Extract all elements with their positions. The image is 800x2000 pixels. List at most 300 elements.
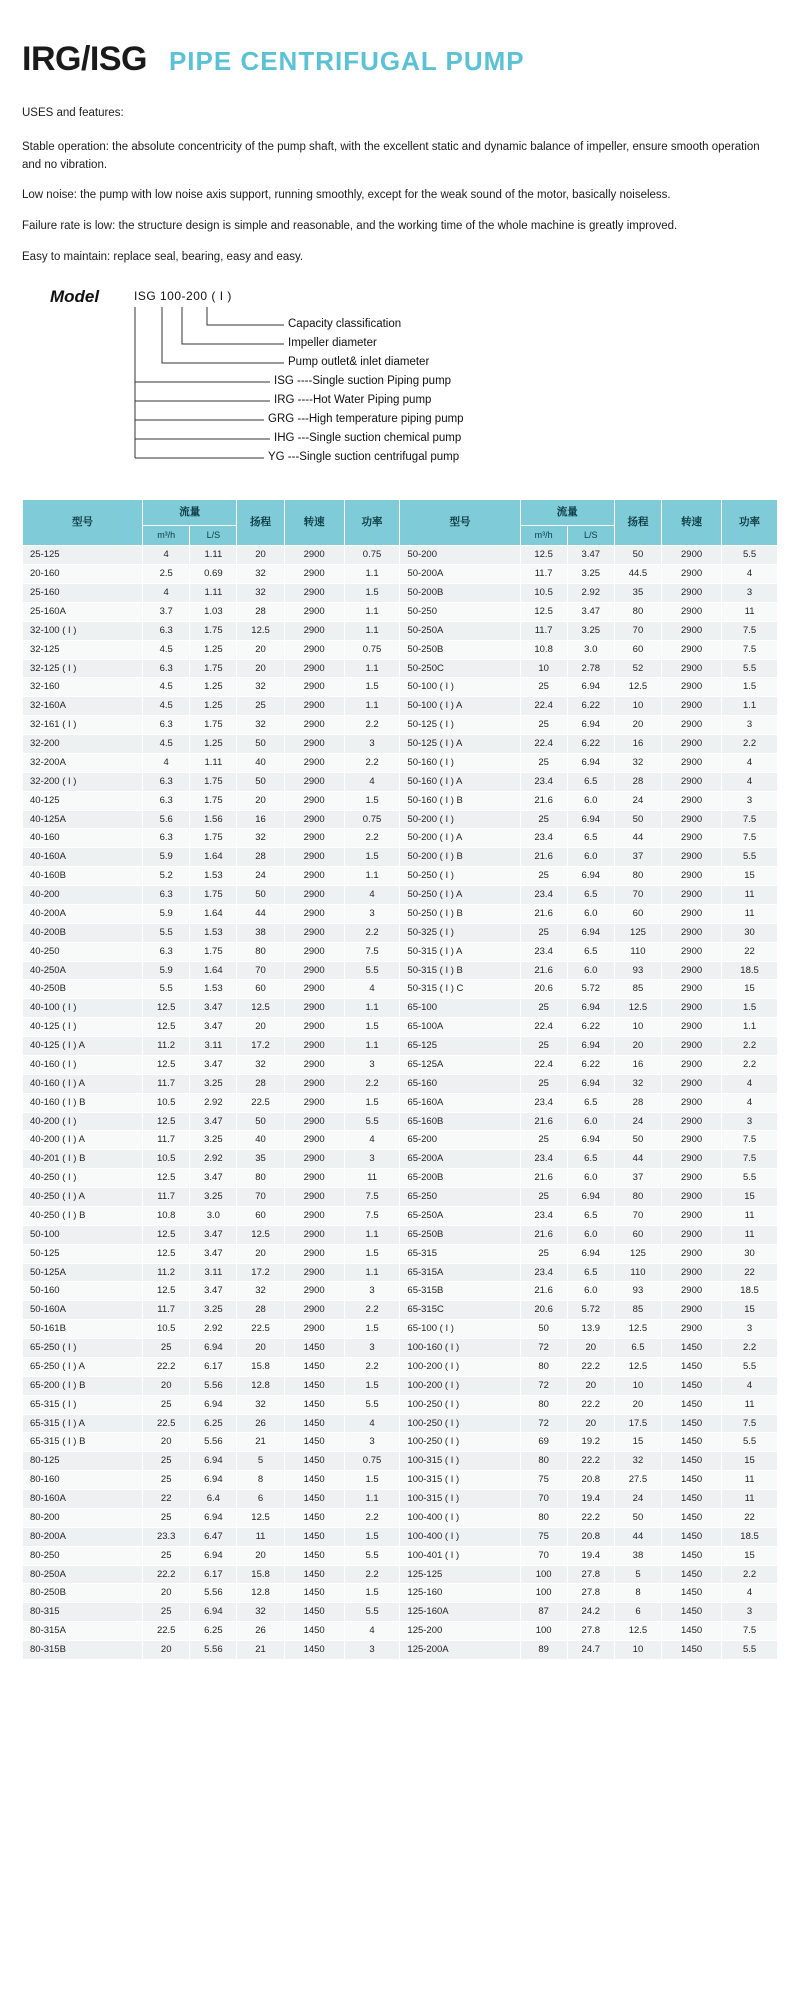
cell-value: 12.5 [143, 1169, 190, 1188]
table-row [23, 810, 778, 829]
cell-model: 65-315 ( I ) [23, 1395, 143, 1414]
cell-value: 11 [722, 904, 778, 923]
cell-value: 1.5 [344, 1376, 400, 1395]
cell-value: 2900 [662, 584, 722, 603]
cell-value: 7.5 [722, 810, 778, 829]
cell-value: 6.3 [143, 942, 190, 961]
cell-value: 1.1 [344, 1037, 400, 1056]
th-flow-right: 流量 [520, 499, 614, 525]
cell-value: 28 [614, 772, 661, 791]
cell-value: 16 [614, 1055, 661, 1074]
cell-value: 22 [143, 1490, 190, 1509]
cell-value: 2900 [284, 810, 344, 829]
cell-model: 32-200 ( I ) [23, 772, 143, 791]
cell-value: 20 [237, 546, 284, 565]
cell-value: 7.5 [722, 1150, 778, 1169]
cell-value: 12.5 [614, 1622, 661, 1641]
cell-model: 125-200A [400, 1641, 520, 1660]
cell-value: 6.0 [567, 1282, 614, 1301]
cell-model: 40-125 [23, 791, 143, 810]
cell-model: 50-100 ( I ) [400, 678, 520, 697]
cell-value: 2900 [662, 829, 722, 848]
th-speed-left: 转速 [284, 499, 344, 545]
cell-value: 6.0 [567, 1169, 614, 1188]
model-diagram [22, 285, 778, 485]
cell-value: 4.5 [143, 678, 190, 697]
cell-value: 80 [614, 1188, 661, 1207]
cell-value: 1450 [662, 1376, 722, 1395]
cell-value: 2900 [662, 1112, 722, 1131]
cell-value: 13.9 [567, 1320, 614, 1339]
cell-value: 11.7 [143, 1301, 190, 1320]
table-row [23, 1603, 778, 1622]
cell-value: 6.5 [567, 772, 614, 791]
cell-value: 5.5 [722, 1641, 778, 1660]
cell-value: 12.5 [143, 1244, 190, 1263]
cell-value: 1.53 [190, 867, 237, 886]
table-row [23, 1565, 778, 1584]
cell-value: 1450 [662, 1471, 722, 1490]
cell-value: 3.47 [190, 1112, 237, 1131]
table-row [23, 1339, 778, 1358]
cell-value: 4 [722, 1376, 778, 1395]
cell-value: 80 [520, 1508, 567, 1527]
cell-value: 10.5 [143, 1150, 190, 1169]
cell-model: 65-200A [400, 1150, 520, 1169]
table-row [23, 1037, 778, 1056]
cell-value: 10.5 [143, 1320, 190, 1339]
cell-value: 15 [722, 1188, 778, 1207]
cell-value: 2900 [662, 697, 722, 716]
cell-value: 6.94 [190, 1546, 237, 1565]
cell-value: 6.0 [567, 1225, 614, 1244]
cell-value: 3.25 [567, 565, 614, 584]
cell-value: 3.47 [190, 1244, 237, 1263]
cell-value: 3.47 [567, 546, 614, 565]
cell-value: 32 [614, 1452, 661, 1471]
cell-value: 2900 [284, 678, 344, 697]
cell-model: 32-200A [23, 753, 143, 772]
cell-value: 1450 [284, 1433, 344, 1452]
cell-value: 3 [344, 1433, 400, 1452]
cell-value: 2900 [284, 942, 344, 961]
cell-value: 6.5 [567, 829, 614, 848]
cell-model: 100-400 ( I ) [400, 1508, 520, 1527]
cell-model: 40-200A [23, 904, 143, 923]
cell-model: 65-315 ( I ) B [23, 1433, 143, 1452]
cell-value: 7.5 [722, 1131, 778, 1150]
cell-value: 18.5 [722, 1527, 778, 1546]
cell-value: 2900 [662, 621, 722, 640]
cell-value: 4 [344, 1622, 400, 1641]
cell-model: 40-200B [23, 923, 143, 942]
cell-model: 50-100 ( I ) A [400, 697, 520, 716]
th-unit-m3h-right: m³/h [520, 526, 567, 546]
cell-value: 25 [520, 1131, 567, 1150]
cell-value: 5 [237, 1452, 284, 1471]
cell-value: 21.6 [520, 1225, 567, 1244]
cell-value: 6.4 [190, 1490, 237, 1509]
cell-value: 37 [614, 1169, 661, 1188]
cell-value: 8 [237, 1471, 284, 1490]
page-title [22, 40, 778, 79]
table-row [23, 1433, 778, 1452]
cell-model: 50-315 ( I ) C [400, 980, 520, 999]
cell-value: 5.5 [344, 1395, 400, 1414]
cell-value: 22.2 [567, 1508, 614, 1527]
cell-model: 100-250 ( I ) [400, 1433, 520, 1452]
cell-value: 11 [344, 1169, 400, 1188]
cell-value: 10 [614, 1018, 661, 1037]
cell-value: 5.5 [344, 1603, 400, 1622]
cell-value: 21.6 [520, 791, 567, 810]
cell-value: 15 [722, 1301, 778, 1320]
cell-value: 3.47 [567, 602, 614, 621]
cell-value: 2.92 [190, 1150, 237, 1169]
cell-value: 24 [614, 1112, 661, 1131]
cell-value: 2900 [662, 1301, 722, 1320]
cell-value: 1450 [662, 1357, 722, 1376]
cell-value: 6.94 [567, 1244, 614, 1263]
cell-value: 11 [722, 1225, 778, 1244]
cell-value: 1450 [662, 1414, 722, 1433]
cell-value: 2.2 [344, 829, 400, 848]
cell-value: 5.5 [344, 961, 400, 980]
cell-model: 65-250 [400, 1188, 520, 1207]
table-row [23, 1395, 778, 1414]
cell-value: 6.3 [143, 829, 190, 848]
cell-value: 50 [237, 735, 284, 754]
cell-value: 6 [614, 1603, 661, 1622]
cell-value: 6.3 [143, 772, 190, 791]
cell-value: 12.5 [237, 1508, 284, 1527]
cell-value: 35 [237, 1150, 284, 1169]
cell-value: 20.6 [520, 1301, 567, 1320]
cell-value: 25 [520, 753, 567, 772]
cell-value: 32 [237, 1055, 284, 1074]
cell-value: 2.2 [722, 735, 778, 754]
cell-value: 16 [237, 810, 284, 829]
cell-value: 1450 [284, 1471, 344, 1490]
cell-value: 44 [614, 1150, 661, 1169]
table-header [23, 499, 778, 545]
cell-model: 32-161 ( I ) [23, 716, 143, 735]
legend-impeller-diameter: Impeller diameter [288, 336, 377, 349]
cell-value: 32 [237, 1603, 284, 1622]
table-row [23, 886, 778, 905]
cell-value: 15 [722, 867, 778, 886]
cell-value: 12.5 [143, 999, 190, 1018]
specification-table [22, 499, 778, 1660]
cell-value: 11.7 [520, 621, 567, 640]
cell-model: 50-315 ( I ) A [400, 942, 520, 961]
cell-value: 20.6 [520, 980, 567, 999]
cell-value: 1.5 [344, 678, 400, 697]
cell-value: 2900 [662, 716, 722, 735]
th-model-right: 型号 [400, 499, 520, 545]
cell-value: 18.5 [722, 1282, 778, 1301]
table-row [23, 867, 778, 886]
cell-value: 12.8 [237, 1376, 284, 1395]
cell-value: 27.8 [567, 1565, 614, 1584]
cell-value: 3.47 [190, 1282, 237, 1301]
cell-value: 17.5 [614, 1414, 661, 1433]
cell-value: 2.2 [344, 923, 400, 942]
cell-value: 20 [567, 1414, 614, 1433]
cell-value: 1450 [284, 1490, 344, 1509]
cell-value: 1.11 [190, 753, 237, 772]
cell-value: 1.75 [190, 716, 237, 735]
cell-value: 22.5 [237, 1093, 284, 1112]
cell-value: 7.5 [344, 942, 400, 961]
cell-value: 20 [143, 1584, 190, 1603]
cell-value: 2900 [284, 791, 344, 810]
cell-value: 2900 [284, 1225, 344, 1244]
cell-value: 5.5 [722, 546, 778, 565]
cell-value: 3 [344, 904, 400, 923]
cell-model: 40-250B [23, 980, 143, 999]
table-body [23, 546, 778, 1660]
cell-value: 6.94 [190, 1395, 237, 1414]
cell-value: 3.25 [190, 1188, 237, 1207]
cell-value: 2900 [662, 1037, 722, 1056]
table-row [23, 1584, 778, 1603]
cell-value: 100 [520, 1584, 567, 1603]
cell-value: 1.1 [344, 1225, 400, 1244]
table-row [23, 791, 778, 810]
cell-value: 20.8 [567, 1471, 614, 1490]
cell-value: 25 [520, 1244, 567, 1263]
table-row [23, 848, 778, 867]
cell-value: 28 [237, 848, 284, 867]
table-row [23, 1188, 778, 1207]
cell-value: 50 [237, 886, 284, 905]
cell-value: 5.5 [722, 1433, 778, 1452]
cell-value: 32 [237, 716, 284, 735]
cell-value: 8 [614, 1584, 661, 1603]
cell-value: 2900 [284, 697, 344, 716]
cell-value: 5.2 [143, 867, 190, 886]
cell-value: 2.2 [722, 1055, 778, 1074]
cell-value: 1.64 [190, 848, 237, 867]
cell-value: 2900 [662, 659, 722, 678]
cell-model: 80-250B [23, 1584, 143, 1603]
cell-value: 15 [722, 980, 778, 999]
cell-value: 24 [614, 1490, 661, 1509]
table-row [23, 1320, 778, 1339]
cell-value: 1450 [284, 1622, 344, 1641]
cell-model: 40-125 ( I ) A [23, 1037, 143, 1056]
cell-value: 75 [520, 1527, 567, 1546]
cell-value: 3 [344, 1641, 400, 1660]
cell-value: 4 [722, 1584, 778, 1603]
cell-model: 65-160A [400, 1093, 520, 1112]
cell-value: 20 [614, 1037, 661, 1056]
cell-value: 7.5 [344, 1206, 400, 1225]
table-row [23, 1527, 778, 1546]
cell-value: 0.75 [344, 810, 400, 829]
th-speed-right: 转速 [662, 499, 722, 545]
cell-value: 1.1 [344, 867, 400, 886]
cell-value: 2900 [284, 961, 344, 980]
cell-value: 2900 [662, 942, 722, 961]
cell-model: 40-125 ( I ) [23, 1018, 143, 1037]
table-row [23, 1471, 778, 1490]
cell-value: 15 [614, 1433, 661, 1452]
cell-value: 6.3 [143, 621, 190, 640]
cell-value: 10.8 [143, 1206, 190, 1225]
cell-value: 2900 [662, 1320, 722, 1339]
cell-model: 50-250C [400, 659, 520, 678]
cell-model: 65-315C [400, 1301, 520, 1320]
cell-value: 3 [722, 716, 778, 735]
cell-value: 60 [237, 980, 284, 999]
cell-value: 2900 [662, 1244, 722, 1263]
cell-value: 2900 [662, 772, 722, 791]
cell-value: 1450 [284, 1603, 344, 1622]
cell-value: 2900 [284, 546, 344, 565]
th-model-left: 型号 [23, 499, 143, 545]
cell-value: 11 [237, 1527, 284, 1546]
cell-model: 50-160 [23, 1282, 143, 1301]
cell-value: 10 [520, 659, 567, 678]
cell-value: 3 [722, 1112, 778, 1131]
cell-value: 80 [614, 602, 661, 621]
cell-value: 1450 [662, 1452, 722, 1471]
th-flow-left: 流量 [143, 499, 237, 525]
table-row [23, 942, 778, 961]
cell-value: 6.3 [143, 716, 190, 735]
cell-value: 6.17 [190, 1565, 237, 1584]
cell-model: 32-160 [23, 678, 143, 697]
cell-value: 80 [237, 942, 284, 961]
cell-value: 1450 [662, 1527, 722, 1546]
cell-model: 100-400 ( I ) [400, 1527, 520, 1546]
cell-value: 7.5 [344, 1188, 400, 1207]
cell-model: 32-125 ( I ) [23, 659, 143, 678]
cell-value: 4 [344, 980, 400, 999]
cell-value: 2900 [284, 735, 344, 754]
cell-value: 20 [567, 1376, 614, 1395]
cell-value: 2.2 [722, 1339, 778, 1358]
cell-model: 80-315 [23, 1603, 143, 1622]
cell-value: 1.5 [344, 1527, 400, 1546]
cell-value: 1.53 [190, 980, 237, 999]
cell-value: 22.5 [237, 1320, 284, 1339]
cell-value: 2.5 [143, 565, 190, 584]
cell-model: 50-250 ( I ) B [400, 904, 520, 923]
cell-model: 65-160 [400, 1074, 520, 1093]
table-row [23, 1301, 778, 1320]
cell-value: 6.94 [567, 867, 614, 886]
cell-value: 1.5 [344, 848, 400, 867]
cell-value: 20 [237, 1546, 284, 1565]
cell-value: 4.5 [143, 640, 190, 659]
cell-value: 30 [722, 1244, 778, 1263]
cell-value: 3.0 [567, 640, 614, 659]
cell-value: 1450 [284, 1546, 344, 1565]
cell-value: 93 [614, 961, 661, 980]
cell-value: 6.3 [143, 659, 190, 678]
cell-model: 50-160 ( I ) B [400, 791, 520, 810]
cell-value: 70 [614, 886, 661, 905]
cell-value: 80 [520, 1452, 567, 1471]
cell-value: 15 [722, 1452, 778, 1471]
cell-value: 60 [614, 904, 661, 923]
cell-value: 11 [722, 1206, 778, 1225]
cell-value: 1.1 [722, 697, 778, 716]
cell-value: 28 [237, 1074, 284, 1093]
cell-value: 4 [722, 1093, 778, 1112]
cell-value: 2900 [662, 791, 722, 810]
cell-value: 2900 [662, 1225, 722, 1244]
cell-value: 6.94 [567, 810, 614, 829]
cell-value: 11 [722, 1395, 778, 1414]
cell-model: 50-125A [23, 1263, 143, 1282]
cell-value: 3.25 [567, 621, 614, 640]
cell-model: 32-200 [23, 735, 143, 754]
cell-value: 5 [614, 1565, 661, 1584]
cell-value: 30 [722, 923, 778, 942]
cell-value: 4 [722, 772, 778, 791]
cell-model: 65-250 ( I ) [23, 1339, 143, 1358]
cell-value: 70 [614, 621, 661, 640]
cell-value: 2.2 [344, 1357, 400, 1376]
cell-value: 12.5 [143, 1112, 190, 1131]
cell-value: 2900 [662, 546, 722, 565]
legend-outlet-inlet-diameter: Pump outlet& inlet diameter [288, 355, 430, 368]
cell-model: 50-125 [23, 1244, 143, 1263]
cell-value: 6.5 [567, 1263, 614, 1282]
cell-value: 5.5 [722, 1169, 778, 1188]
cell-value: 25 [520, 867, 567, 886]
cell-value: 11 [722, 886, 778, 905]
cell-value: 1.1 [344, 1490, 400, 1509]
cell-value: 25 [143, 1546, 190, 1565]
th-unit-ls-right: L/S [567, 526, 614, 546]
cell-model: 100-315 ( I ) [400, 1452, 520, 1471]
cell-model: 40-160 ( I ) A [23, 1074, 143, 1093]
cell-value: 2900 [284, 1244, 344, 1263]
cell-value: 1.25 [190, 640, 237, 659]
th-head-right: 扬程 [614, 499, 661, 545]
cell-model: 100-200 ( I ) [400, 1357, 520, 1376]
cell-value: 22.2 [567, 1395, 614, 1414]
cell-value: 12.5 [143, 1055, 190, 1074]
cell-model: 65-250B [400, 1225, 520, 1244]
legend-capacity-classification: Capacity classification [288, 317, 402, 330]
cell-value: 6.94 [567, 1074, 614, 1093]
cell-value: 2900 [284, 1074, 344, 1093]
cell-value: 52 [614, 659, 661, 678]
cell-value: 18.5 [722, 961, 778, 980]
cell-model: 40-160 [23, 829, 143, 848]
cell-value: 70 [520, 1546, 567, 1565]
cell-value: 2900 [662, 565, 722, 584]
cell-value: 20 [237, 1244, 284, 1263]
cell-model: 50-100 [23, 1225, 143, 1244]
cell-value: 6.94 [190, 1471, 237, 1490]
cell-value: 1450 [284, 1339, 344, 1358]
cell-value: 11.7 [520, 565, 567, 584]
legend-yg: YG ---Single suction centrifugal pump [268, 450, 460, 463]
cell-value: 2.2 [722, 1037, 778, 1056]
cell-value: 70 [237, 961, 284, 980]
cell-value: 89 [520, 1641, 567, 1660]
cell-value: 6.22 [567, 1018, 614, 1037]
cell-model: 50-200 [400, 546, 520, 565]
cell-model: 40-250 ( I ) B [23, 1206, 143, 1225]
